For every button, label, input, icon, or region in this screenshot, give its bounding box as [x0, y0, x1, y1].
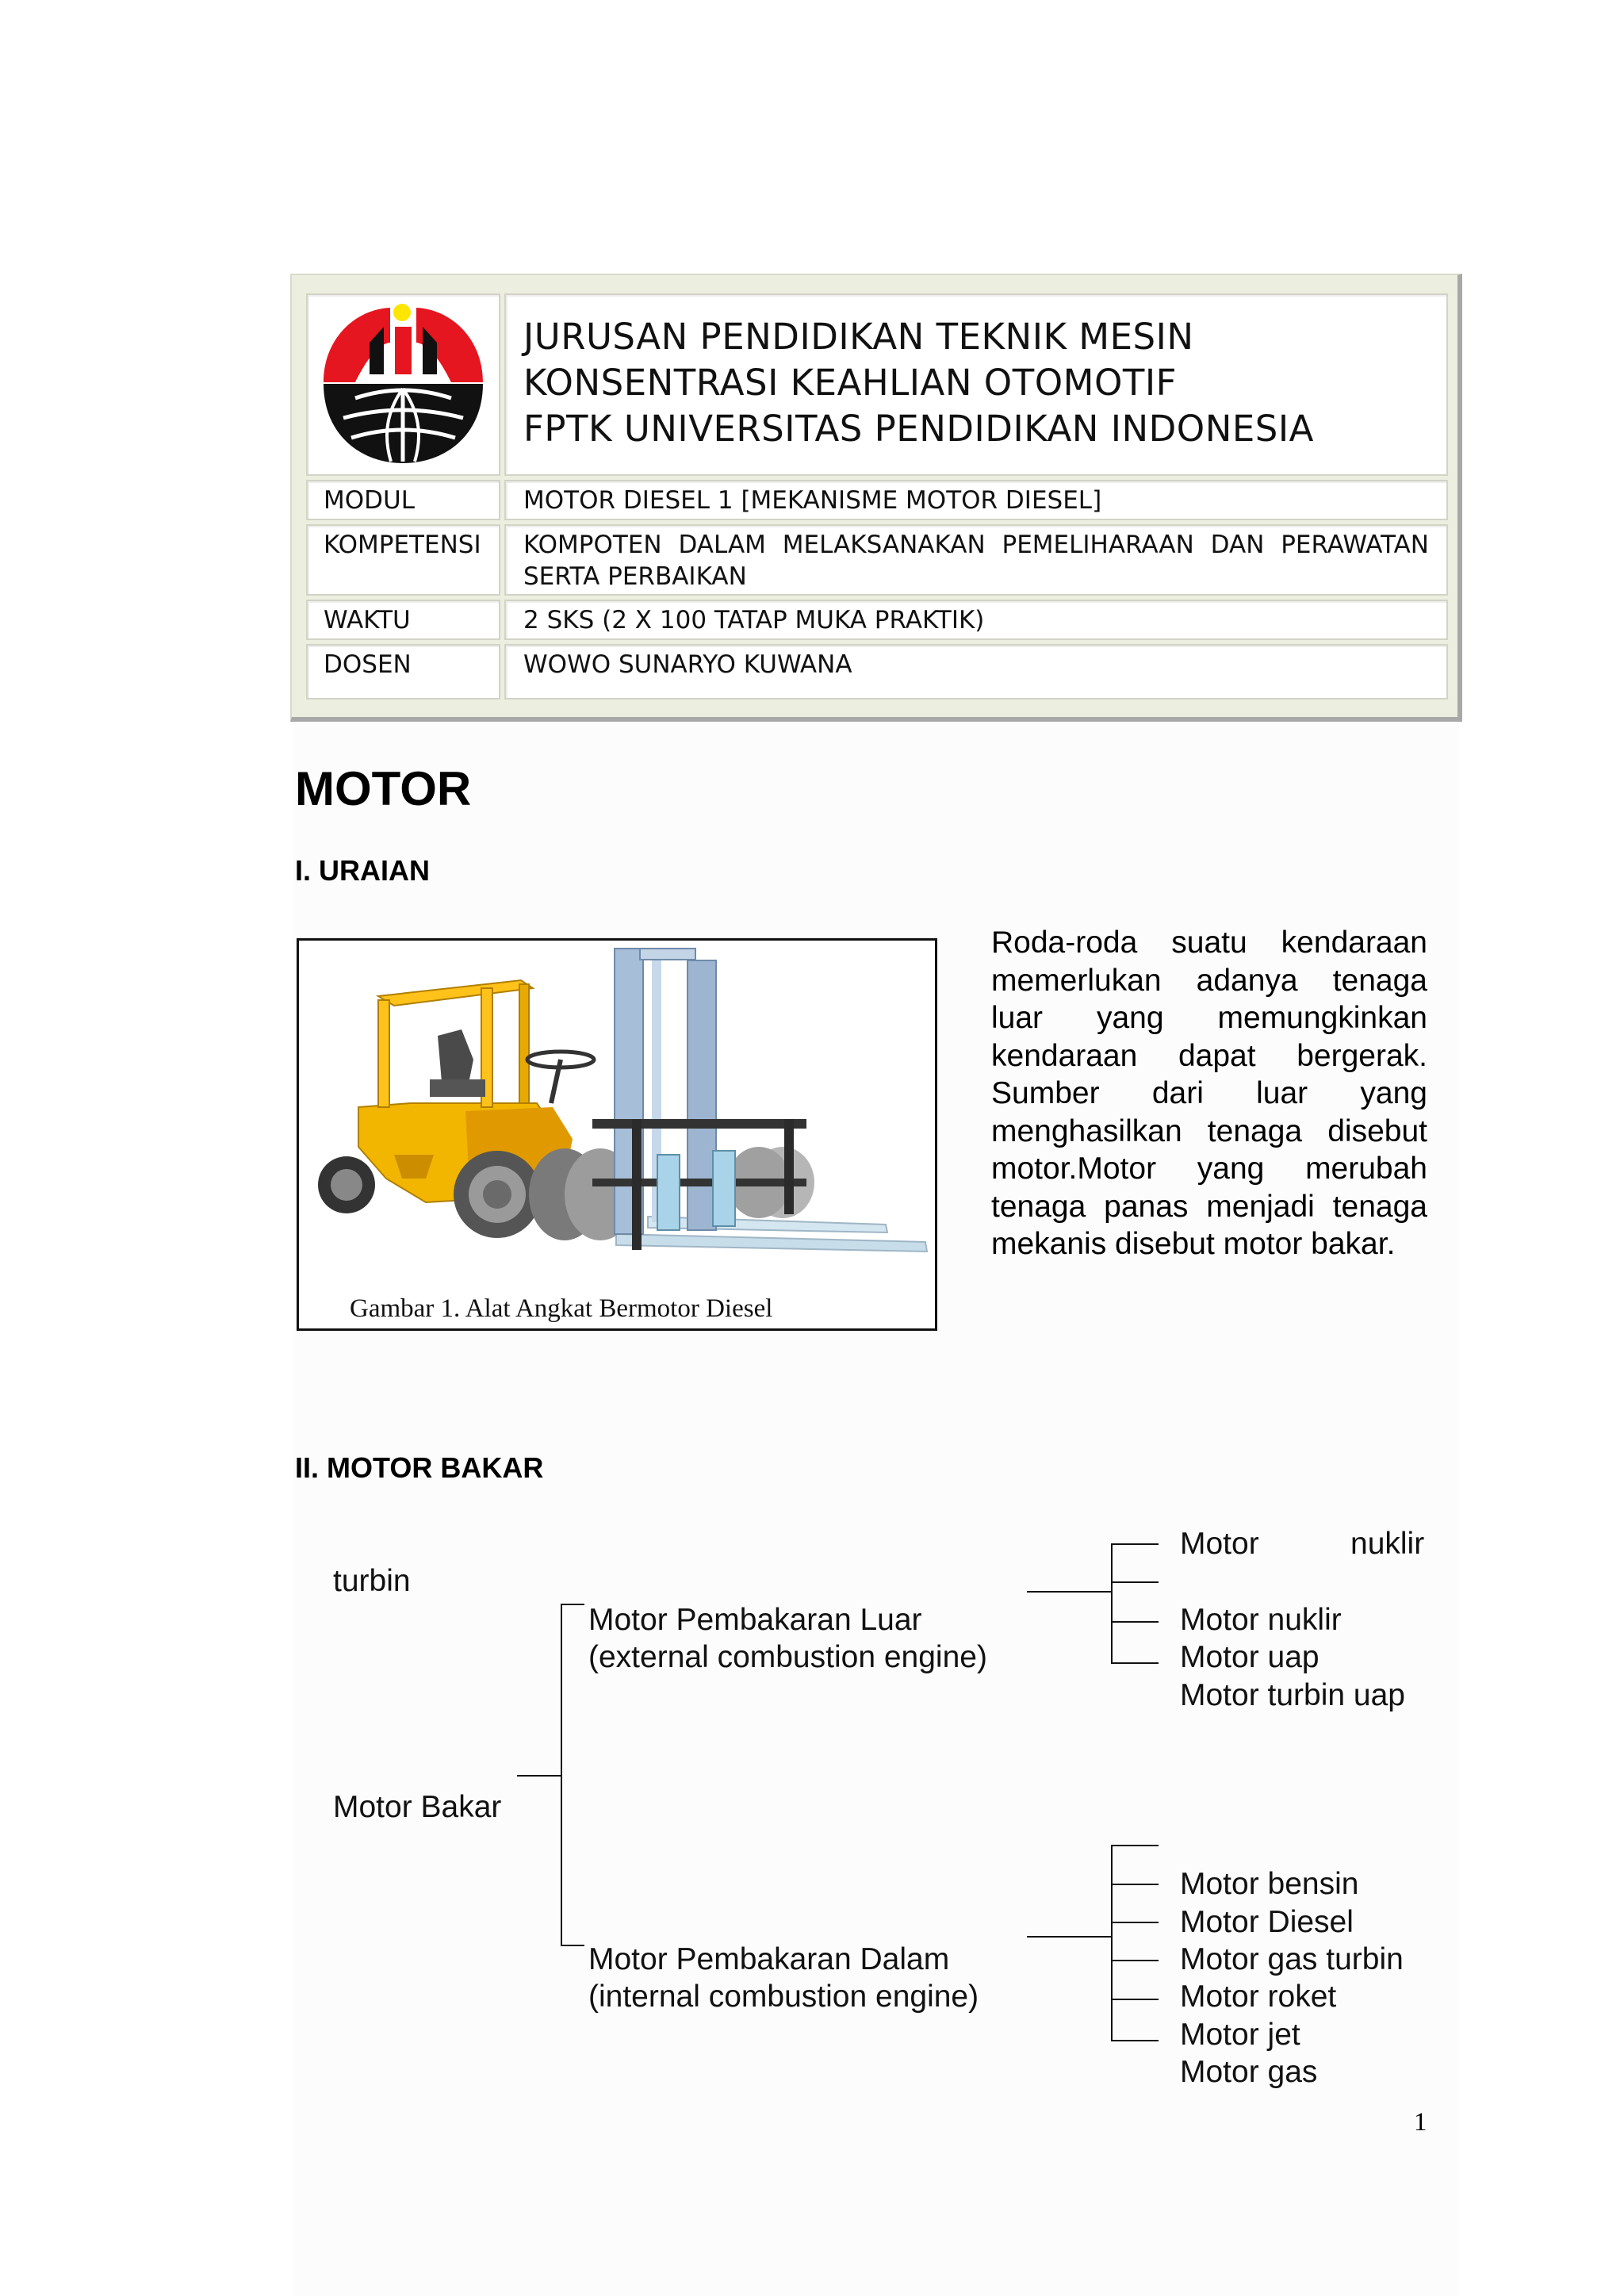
- root-vertical-bracket: [561, 1604, 562, 1946]
- row-value-dosen: WOWO SUNARYO KUWANA: [523, 650, 852, 679]
- branch-internal-line-2: (internal combustion engine): [588, 1980, 979, 2014]
- external-item-motor: Motor: [1180, 1527, 1259, 1561]
- internal-vertical-bracket: [1111, 1845, 1113, 2041]
- external-item: Motor nuklir: [1180, 1603, 1342, 1637]
- external-tick: [1111, 1662, 1159, 1664]
- external-tick: [1111, 1621, 1159, 1623]
- row-label-modul: MODUL: [324, 486, 415, 515]
- row-label-cell: [306, 480, 500, 520]
- logo-cell: [306, 293, 500, 476]
- section-heading-uraian: I. URAIAN: [295, 854, 430, 887]
- figure-forklift: [297, 938, 937, 1331]
- bracket-bottom-tick: [561, 1945, 584, 1946]
- internal-tick: [1111, 2040, 1159, 2041]
- internal-tick: [1111, 1922, 1159, 1923]
- external-tick: [1111, 1581, 1159, 1583]
- row-label-waktu: WAKTU: [324, 606, 411, 634]
- header-title-line-3: FPTK UNIVERSITAS PENDIDIKAN INDONESIA: [523, 408, 1314, 450]
- header-title-line-1: JURUSAN PENDIDIKAN TEKNIK MESIN: [523, 316, 1194, 358]
- row-label-dosen: DOSEN: [324, 650, 412, 679]
- section-heading-motor-bakar: II. MOTOR BAKAR: [295, 1451, 544, 1484]
- internal-item: Motor Diesel: [1180, 1905, 1354, 1939]
- root-connector: [517, 1775, 562, 1777]
- internal-connector: [1027, 1936, 1113, 1938]
- internal-tick: [1111, 1960, 1159, 1961]
- external-connector: [1027, 1591, 1113, 1593]
- row-value-modul: MOTOR DIESEL 1 [MEKANISME MOTOR DIESEL]: [523, 486, 1102, 515]
- page-number: 1: [1414, 2108, 1427, 2137]
- external-item: Motor uap: [1180, 1640, 1320, 1674]
- row-value-kompetensi: KOMPOTEN DALAM MELAKSANAKAN PEMELIHARAAN DAN PERAWATAN SERTA PERBAIKAN: [523, 531, 1429, 591]
- row-value-cell: [504, 480, 1448, 520]
- row-value-waktu: 2 SKS (2 X 100 TATAP MUKA PRAKTIK): [523, 606, 985, 634]
- header-title-line-2: KONSENTRASI KEAHLIAN OTOMOTIF: [523, 362, 1178, 404]
- external-tick: [1111, 1543, 1159, 1545]
- internal-tick: [1111, 1884, 1159, 1885]
- internal-tick: [1111, 1845, 1159, 1846]
- row-value-cell: [504, 524, 1448, 596]
- document-title: MOTOR: [295, 762, 472, 815]
- branch-external-line-1: Motor Pembakaran Luar: [588, 1603, 922, 1637]
- forklift-illustration-icon: [299, 941, 935, 1282]
- external-item-nuklir: nuklir: [1350, 1527, 1425, 1561]
- stray-label-turbin: turbin: [333, 1564, 411, 1598]
- title-cell: [504, 293, 1448, 476]
- internal-item: Motor roket: [1180, 1980, 1337, 2014]
- branch-external-line-2: (external combustion engine): [588, 1640, 987, 1674]
- external-item: Motor turbin uap: [1180, 1678, 1405, 1712]
- internal-item: Motor jet: [1180, 2018, 1300, 2052]
- internal-item: Motor gas: [1180, 2055, 1318, 2089]
- internal-item: Motor bensin: [1180, 1867, 1359, 1901]
- figure-caption: Gambar 1. Alat Angkat Bermotor Diesel: [350, 1294, 773, 1323]
- row-label-cell: [306, 524, 500, 596]
- row-label-cell: [306, 600, 500, 640]
- internal-tick: [1111, 1999, 1159, 2000]
- external-vertical-bracket: [1111, 1543, 1113, 1664]
- tree-root-motor-bakar: Motor Bakar: [333, 1790, 502, 1824]
- header-table: [290, 274, 1462, 722]
- row-value-cell: [504, 644, 1448, 700]
- row-label-cell: [306, 644, 500, 700]
- row-value-cell: [504, 600, 1448, 640]
- upi-logo-icon: [308, 295, 499, 474]
- row-label-kompetensi: KOMPETENSI: [324, 531, 481, 559]
- intro-paragraph: Roda-roda suatu kendaraan memerlukan adanya tenaga luar yang memungkinkan kendaraan dapat bergerak. Sumber dari luar yang menghasilkan tenaga disebut motor.Motor yang merubah tenaga panas menjadi tenaga mekanis disebut motor bakar.: [991, 926, 1427, 1261]
- branch-internal-line-1: Motor Pembakaran Dalam: [588, 1942, 950, 1976]
- bracket-top-tick: [561, 1604, 584, 1605]
- internal-item: Motor gas turbin: [1180, 1942, 1404, 1976]
